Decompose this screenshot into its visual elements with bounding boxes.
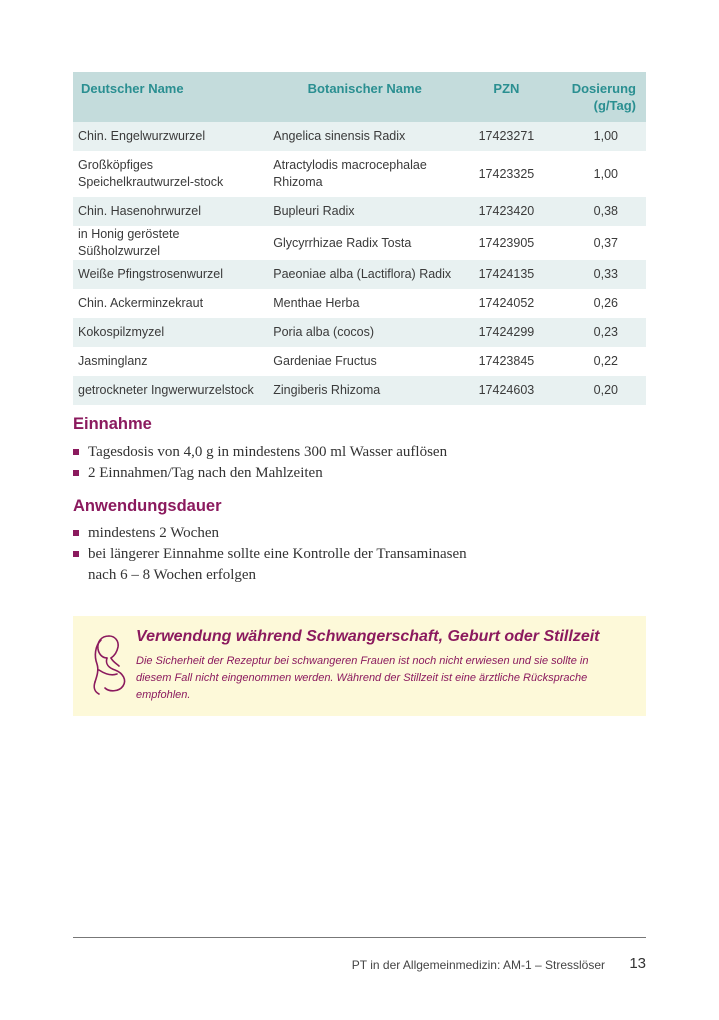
list-item-text: 2 Einnahmen/Tag nach den Mahlzeiten [88, 465, 323, 481]
list-item [73, 544, 467, 586]
header-dosage-line1: Dosierung [571, 81, 636, 96]
cell-german: getrockneter Ingwerwurzelstock [73, 376, 267, 405]
table-row [73, 289, 646, 318]
list-item-text: Tagesdosis von 4,0 g in mindestens 300 ml Wasser auflösen [88, 444, 448, 460]
cell-botanical: Gardeniae Fructus [267, 347, 462, 376]
cell-botanical: Menthae Herba [267, 289, 462, 318]
cell-pzn: 17424052 [462, 289, 550, 318]
table-row [73, 226, 646, 260]
cell-pzn: 17424299 [462, 318, 550, 347]
table-row [73, 318, 646, 347]
cell-dosage: 0,26 [551, 289, 646, 318]
cell-botanical: Angelica sinensis Radix [267, 122, 462, 151]
bullet-square-icon [73, 470, 79, 476]
cell-botanical: Zingiberis Rhizoma [267, 376, 462, 405]
cell-dosage: 1,00 [551, 151, 646, 197]
cell-pzn: 17423271 [462, 122, 550, 151]
cell-dosage: 0,38 [551, 197, 646, 226]
cell-dosage: 0,33 [551, 260, 646, 289]
cell-dosage: 0,22 [551, 347, 646, 376]
header-dosage-line2: (g/Tag) [593, 98, 636, 113]
einnahme-heading: Einnahme [73, 415, 152, 433]
bullet-square-icon [73, 530, 79, 536]
cell-german: Chin. Ackerminzekraut [73, 289, 267, 318]
header-german-name: Deutscher Name [73, 72, 267, 122]
cell-pzn: 17423845 [462, 347, 550, 376]
callout-title: Verwendung während Schwangerschaft, Geburt oder Stillzeit [136, 628, 600, 645]
table-row [73, 347, 646, 376]
cell-german: Jasminglanz [73, 347, 267, 376]
footer-title: PT in der Allgemeinmedizin: AM-1 – Stresslöser [351, 958, 605, 972]
cell-botanical: Glycyrrhizae Radix Tosta [267, 226, 462, 260]
herb-table [73, 72, 646, 405]
pregnancy-callout [73, 616, 646, 716]
cell-dosage: 1,00 [551, 122, 646, 151]
cell-botanical: Bupleuri Radix [267, 197, 462, 226]
anwendungsdauer-list [73, 523, 467, 586]
list-item-text: bei längerer Einnahme sollte eine Kontrolle der Transaminasen [88, 546, 467, 562]
cell-botanical: Atractylodis macrocephalae Rhizoma [267, 151, 462, 197]
header-pzn: PZN [462, 72, 550, 122]
cell-botanical: Poria alba (cocos) [267, 318, 462, 347]
cell-german: in Honig geröstete Süßholzwurzel [73, 226, 267, 260]
page-number: 13 [629, 955, 646, 972]
cell-dosage: 0,20 [551, 376, 646, 405]
table-row [73, 122, 646, 151]
table-row [73, 197, 646, 226]
table-header-row [73, 72, 646, 122]
table-row [73, 376, 646, 405]
cell-german: Großköpfiges Speichelkrautwurzel-stock [73, 151, 267, 197]
list-item-text-continued: nach 6 – 8 Wochen erfolgen [88, 567, 257, 583]
list-item [73, 523, 467, 544]
footer-divider [73, 937, 646, 938]
table-row [73, 260, 646, 289]
bullet-square-icon [73, 449, 79, 455]
header-botanical-name: Botanischer Name [267, 72, 462, 122]
list-item [73, 442, 447, 463]
cell-pzn: 17423325 [462, 151, 550, 197]
cell-dosage: 0,23 [551, 318, 646, 347]
cell-german: Chin. Engelwurzwurzel [73, 122, 267, 151]
cell-pzn: 17423905 [462, 226, 550, 260]
table-row [73, 151, 646, 197]
header-dosage [551, 72, 646, 122]
anwendungsdauer-heading: Anwendungsdauer [73, 497, 222, 515]
list-item [73, 463, 447, 484]
cell-dosage: 0,37 [551, 226, 646, 260]
callout-text: Die Sicherheit der Rezeptur bei schwangeren Frauen ist noch nicht erwiesen und sie sollte in diesem Fall nicht eingenommen werden. Während der Stillzeit ist eine ärztliche Rücksprache empfohlen. [136, 655, 589, 701]
cell-pzn: 17424135 [462, 260, 550, 289]
pregnant-woman-icon [85, 630, 133, 696]
cell-german: Chin. Hasenohrwurzel [73, 197, 267, 226]
cell-botanical: Paeoniae alba (Lactiflora) Radix [267, 260, 462, 289]
cell-german: Weiße Pfingstrosenwurzel [73, 260, 267, 289]
list-item-text: mindestens 2 Wochen [88, 525, 219, 541]
cell-pzn: 17424603 [462, 376, 550, 405]
einnahme-list [73, 442, 447, 484]
bullet-square-icon [73, 551, 79, 557]
cell-german: Kokospilzmyzel [73, 318, 267, 347]
cell-pzn: 17423420 [462, 197, 550, 226]
